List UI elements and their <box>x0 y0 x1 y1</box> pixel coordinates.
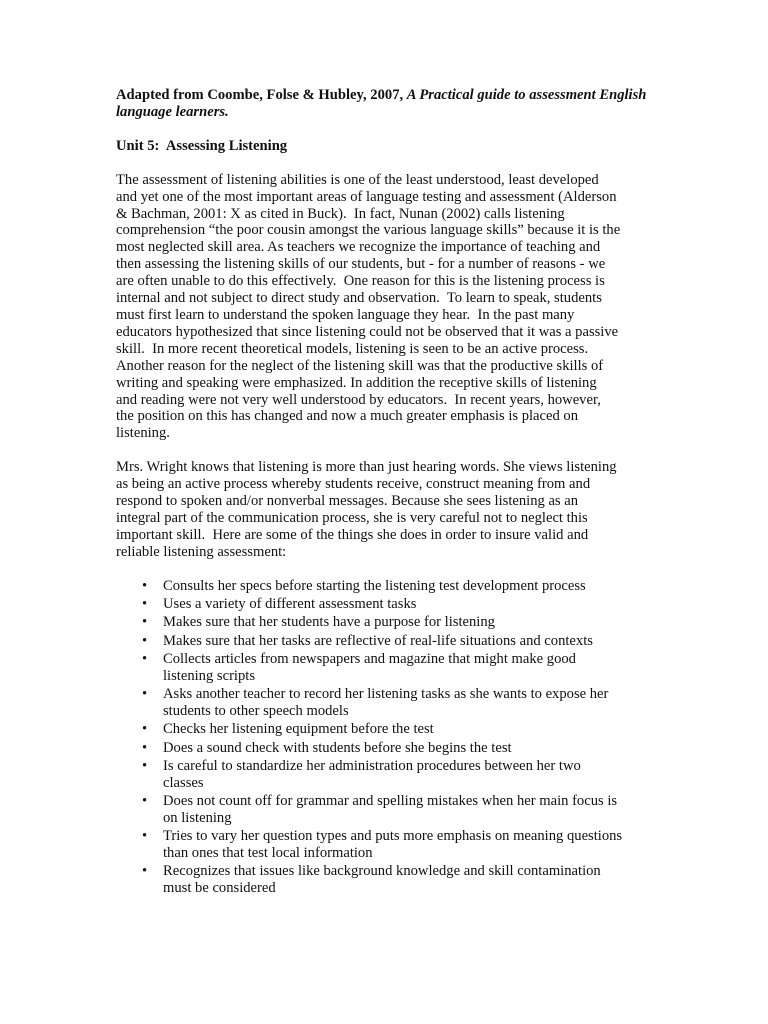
bullet-text-line: Uses a variety of different assessment tasks <box>163 595 417 612</box>
source-book-title: A Practical guide to assessment English <box>406 87 647 103</box>
bullet-icon: • <box>142 595 148 612</box>
document-page <box>116 87 686 899</box>
bullet-item <box>142 614 682 631</box>
bullet-text-line: Makes sure that her students have a purpose for listening <box>163 614 495 631</box>
bullet-item <box>142 721 682 738</box>
text-line: writing and speaking were emphasized. In addition the receptive skills of listening <box>116 374 597 391</box>
text-line: educators hypothesized that since listening could not be observed that it was a passive <box>116 323 619 340</box>
text-line: reliable listening assessment: <box>116 543 287 560</box>
text-line: listening. <box>116 425 170 442</box>
bullet-text-line: Is careful to standardize her administration procedures between her two <box>163 757 581 774</box>
text-line: most neglected skill area. As teachers we recognize the importance of teaching and <box>116 239 601 256</box>
bullet-text-line: Collects articles from newspapers and magazine that might make good <box>163 650 576 667</box>
bullet-icon: • <box>142 614 148 631</box>
bullet-icon: • <box>142 828 148 845</box>
bullet-text-line: Does not count off for grammar and spelling mistakes when her main focus is <box>163 793 618 810</box>
source-citation-line2: language learners. <box>116 103 229 120</box>
practice-bullet-list <box>142 578 682 898</box>
bullet-item <box>142 651 682 685</box>
paragraph-intro <box>116 172 686 443</box>
text-line: as being an active process whereby students receive, construct meaning from and <box>116 476 591 493</box>
bullet-text-line: than ones that test local information <box>163 845 373 862</box>
bullet-text-line: Does a sound check with students before she begins the test <box>163 739 512 756</box>
text-line: are often unable to do this effectively. One reason for this is the listening process is <box>116 273 605 290</box>
bullet-item <box>142 863 682 897</box>
bullet-item <box>142 793 682 827</box>
bullet-icon: • <box>142 757 148 774</box>
bullet-text-line: listening scripts <box>163 667 256 684</box>
bullet-icon: • <box>142 686 148 703</box>
bullet-text-line: Makes sure that her tasks are reflective of real-life situations and contexts <box>163 632 593 649</box>
unit-title: Unit 5: Assessing Listening <box>116 137 288 154</box>
bullet-text-line: Asks another teacher to record her listening tasks as she wants to expose her <box>163 686 609 703</box>
bullet-icon: • <box>142 793 148 810</box>
bullet-icon: • <box>142 632 148 649</box>
text-line: and reading were not very well understood by educators. In recent years, however, <box>116 391 601 408</box>
bullet-item <box>142 740 682 757</box>
text-line: comprehension “the poor cousin amongst the various language skills” because it is the <box>116 222 621 239</box>
bullet-text-line: Recognizes that issues like background knowledge and skill contamination <box>163 863 601 880</box>
bullet-item <box>142 758 682 792</box>
bullet-text-line: must be considered <box>163 880 276 897</box>
text-line: then assessing the listening skills of our students, but - for a number of reasons - we <box>116 256 606 273</box>
text-line: The assessment of listening abilities is one of the least understood, least developed <box>116 171 599 188</box>
text-line: skill. In more recent theoretical models, listening is seen to be an active process. <box>116 340 589 357</box>
text-line: the position on this has changed and now a much greater emphasis is placed on <box>116 408 579 425</box>
bullet-text-line: on listening <box>163 809 232 826</box>
bullet-item <box>142 633 682 650</box>
bullet-item <box>142 596 682 613</box>
text-line: important skill. Here are some of the things she does in order to insure valid and <box>116 526 589 543</box>
bullet-icon: • <box>142 863 148 880</box>
bullet-icon: • <box>142 721 148 738</box>
bullet-icon: • <box>142 739 148 756</box>
bullet-text-line: classes <box>163 774 204 791</box>
text-line: internal and not subject to direct study and observation. To learn to speak, students <box>116 290 602 307</box>
text-line: integral part of the communication process, she is very careful not to neglect this <box>116 509 588 526</box>
bullet-item <box>142 686 682 720</box>
text-line: and yet one of the most important areas of language testing and assessment (Alderson <box>116 188 617 205</box>
source-prefix: Adapted from Coombe, Folse & Hubley, 2007, <box>116 87 407 103</box>
paragraph-mrs-wright <box>116 459 686 560</box>
bullet-text-line: Tries to vary her question types and puts more emphasis on meaning questions <box>163 828 623 845</box>
text-line: & Bachman, 2001: X as cited in Buck). In fact, Nunan (2002) calls listening <box>116 205 565 222</box>
bullet-icon: • <box>142 577 148 594</box>
text-line: Another reason for the neglect of the listening skill was that the productive skills of <box>116 357 604 374</box>
text-line: Mrs. Wright knows that listening is more than just hearing words. She views listening <box>116 459 617 476</box>
text-line: must first learn to understand the spoken language they hear. In the past many <box>116 306 575 323</box>
bullet-text-line: students to other speech models <box>163 702 349 719</box>
bullet-item <box>142 828 682 862</box>
bullet-icon: • <box>142 650 148 667</box>
bullet-text-line: Consults her specs before starting the listening test development process <box>163 577 586 594</box>
bullet-text-line: Checks her listening equipment before the test <box>163 721 434 738</box>
bullet-item <box>142 578 682 595</box>
source-citation-line1 <box>116 87 686 104</box>
text-line: respond to spoken and/or nonverbal messages. Because she sees listening as an <box>116 493 579 510</box>
